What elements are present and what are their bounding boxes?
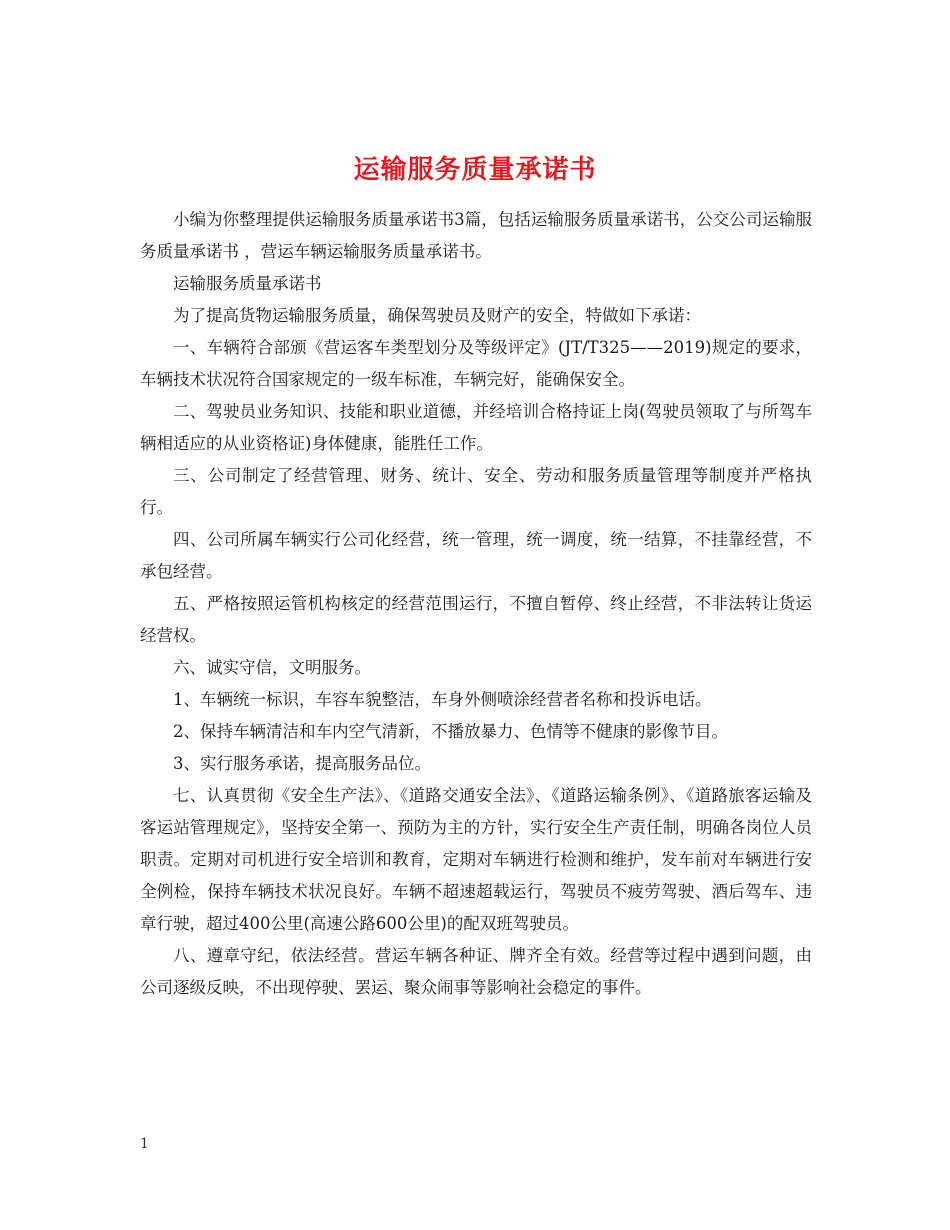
sub-item-3: 3、实行服务承诺，提高服务品位。 xyxy=(173,754,431,773)
commitment-item-3: 三、公司制定了经营管理、财务、统计、安全、劳动和服务质量管理等制度并严格执行。 xyxy=(140,466,812,517)
commitment-item-7: 七、认真贯彻《安全生产法》、《道路交通安全法》、《道路运输条例》、《道路旅客运输及客运站管理规定》，坚持安全第一、预防为主的方针，实行安全生产责任制，明确各岗位人员职责。定期对司机进行安全培训和教育，定期对车辆进行检测和维护，发车前对车辆进行安全例检，保持车辆技术状况良好。车辆不超速超载运行，驾驶员不疲劳驾驶、酒后驾车、违章行驶，超过400公里(高速公路600公里)的配双班驾驶员。 xyxy=(140,786,812,933)
commitment-item-5: 五、严格按照运管机构核定的经营范围运行，不擅自暂停、终止经营，不非法转让货运经营权。 xyxy=(140,594,812,645)
sub-item-1: 1、车辆统一标识，车容车貌整洁，车身外侧喷涂经营者名称和投诉电话。 xyxy=(173,690,712,709)
commitment-item-2: 二、驾驶员业务知识、技能和职业道德，并经培训合格持证上岗(驾驶员领取了与所驾车辆相适应的从业资格证)身体健康，能胜任工作。 xyxy=(140,402,812,453)
document-body xyxy=(140,204,812,1004)
commitment-item-4: 四、公司所属车辆实行公司化经营，统一管理，统一调度，统一结算，不挂靠经营，不承包经营。 xyxy=(140,530,812,581)
page-number: 1 xyxy=(140,1136,149,1152)
preamble-paragraph: 为了提高货物运输服务质量，确保驾驶员及财产的安全，特做如下承诺： xyxy=(173,306,701,325)
section-heading: 运输服务质量承诺书 xyxy=(173,274,322,293)
commitment-item-8: 八、遵章守纪，依法经营。营运车辆各种证、牌齐全有效。经营等过程中遇到问题，由公司逐级反映，不出现停驶、罢运、聚众闹事等影响社会稳定的事件。 xyxy=(140,946,812,997)
sub-item-2: 2、保持车辆清洁和车内空气清新，不播放暴力、色情等不健康的影像节目。 xyxy=(173,722,728,741)
commitment-item-1: 一、车辆符合部颁《营运客车类型划分及等级评定》(JT/T325——2019)规定的要求，车辆技术状况符合国家规定的一级车标准，车辆完好，能确保安全。 xyxy=(140,338,812,389)
document-title: 运输服务质量承诺书 xyxy=(353,155,597,186)
intro-paragraph: 小编为你整理提供运输服务质量承诺书3篇，包括运输服务质量承诺书，公交公司运输服务质量承诺书 ，营运车辆运输服务质量承诺书。 xyxy=(140,210,812,261)
commitment-item-6: 六、诚实守信，文明服务。 xyxy=(173,658,371,677)
